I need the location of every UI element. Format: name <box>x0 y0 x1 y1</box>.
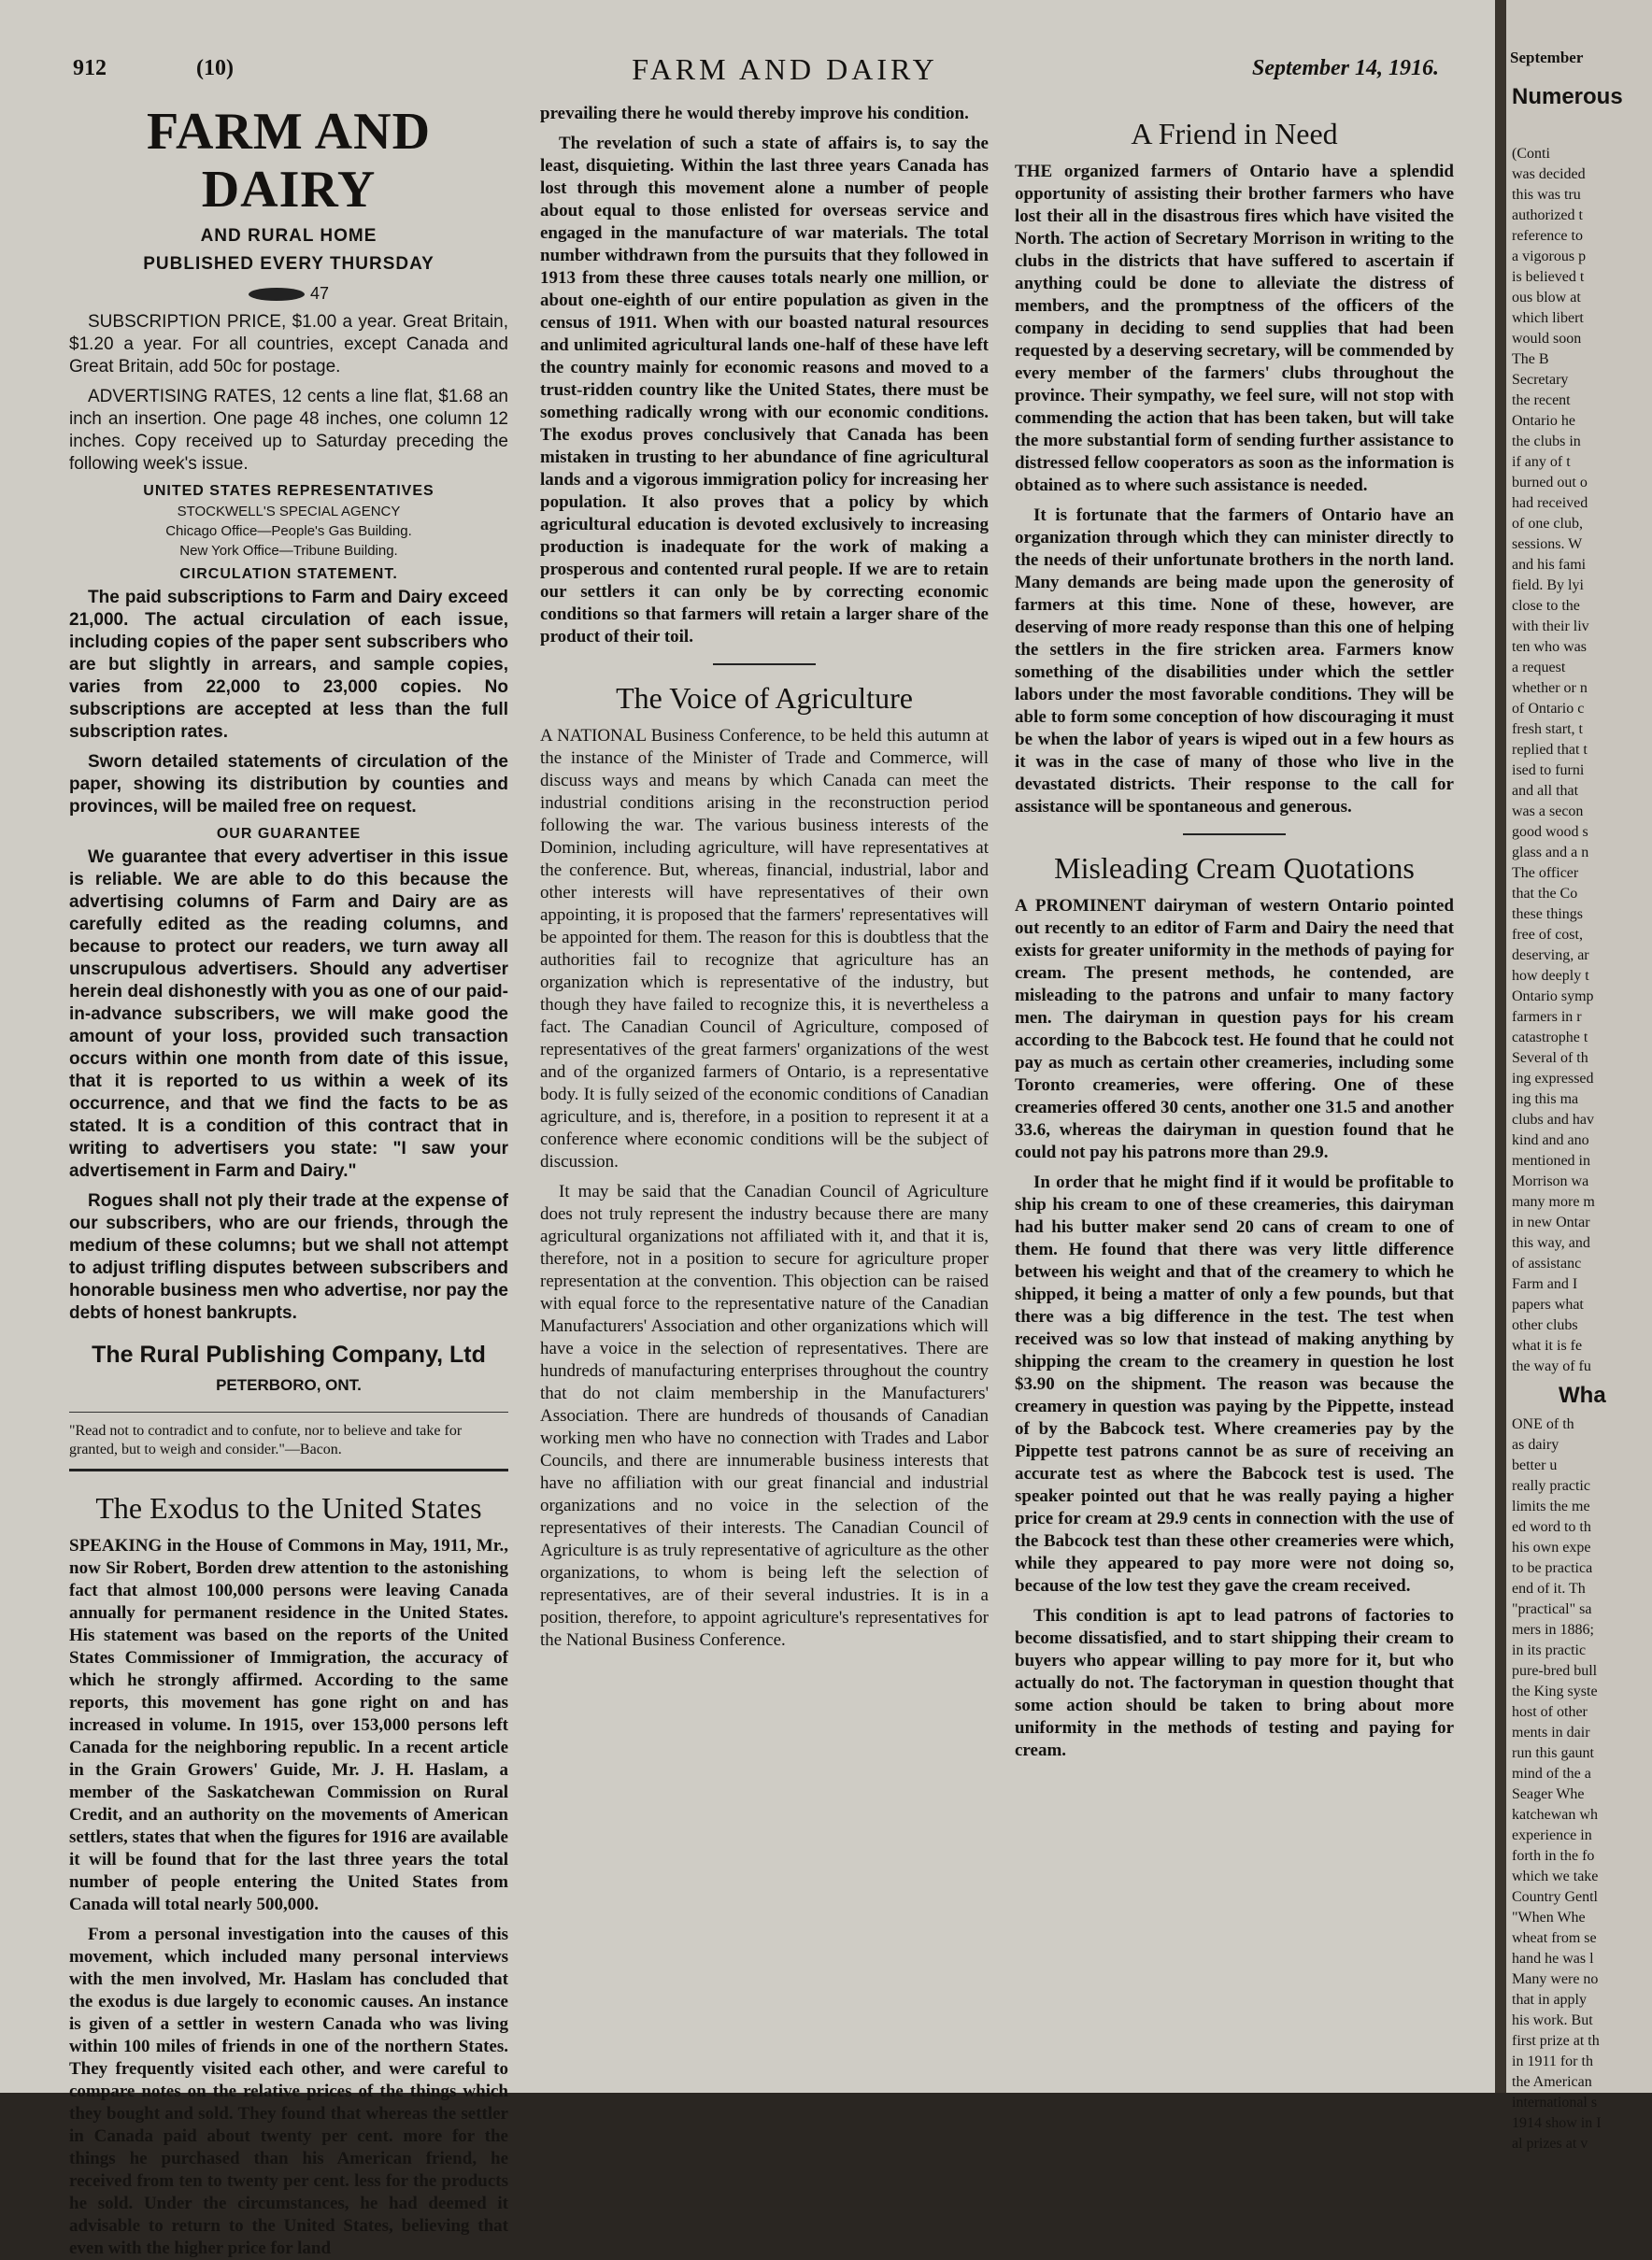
adjacent-text-line: of assistanc <box>1512 1256 1582 1272</box>
exodus-title: The Exodus to the United States <box>95 1491 482 1525</box>
adjacent-text-lines-2 <box>1506 1414 1652 2154</box>
adjacent-page-fragment <box>1506 0 1652 2152</box>
adjacent-text-line: (Conti <box>1512 146 1550 162</box>
adjacent-text-line: ONE of th <box>1512 1416 1574 1432</box>
adjacent-text-line: was a secon <box>1512 803 1584 819</box>
exodus-p4: The revelation of such a state of affairs is, to say the least, disquieting. Within the last three years Canada has lost through this movement alone a number of people about equal to those enlisted for overseas service and engaged in the manufacture of war materials. The total number withdrawn from the pursuits that they followed in 1913 from these three causes totals nearly one million, or about one-eighth of our entire population as given in the census of 1911. When with our boasted natural resources and unlimited agricultural lands one-half of these have left the country mainly for economic reasons and moved to a trust-ridden country like the United States, there must be something radically wrong with our economic conditions. The exodus proves conclusively that Canada has been mistaken in trusting to her abundance of fine agricultural lands and a vigorous immigration policy for increasing her population. It also proves that a policy by which agricultural education is devoted exclusively to increasing production is inadequate for the work of making a prosperous and contented rural people. If we are to retain our settlers it can only be by correcting economic conditions so that farmers will retain a larger share of the product of their toil. <box>540 134 989 647</box>
adjacent-text-line: wheat from se <box>1512 1930 1597 1946</box>
adjacent-text-line: to be practica <box>1512 1560 1593 1576</box>
adjacent-text-line: as dairy <box>1512 1437 1559 1453</box>
rogues-text: Rogues shall not ply their trade at the expense of our subscribers, who are our friends, through the medium of these columns; but we shall not attempt to adjust trifling disputes between subscribers and honorable business men who advertise, nor pay the debts of honest bankrupts. <box>69 1191 508 1323</box>
divider <box>713 663 816 665</box>
adjacent-text-line: The B <box>1512 351 1549 367</box>
exodus-body <box>69 1535 508 2260</box>
adjacent-text-line: is believed t <box>1512 269 1585 285</box>
publisher-city: PETERBORO, ONT. <box>216 1376 362 1394</box>
adjacent-text-line: really practic <box>1512 1478 1590 1494</box>
adjacent-text-line: mers in 1886; <box>1512 1622 1594 1638</box>
adjacent-text-line: sessions. W <box>1512 536 1583 552</box>
adjacent-article-title-2: Wha <box>1559 1383 1606 1408</box>
adjacent-text-line: run this gaunt <box>1512 1745 1594 1761</box>
adjacent-text-line: the King syste <box>1512 1684 1598 1699</box>
adjacent-text-line: al prizes at v <box>1512 2136 1588 2152</box>
adjacent-text-line: 1914 show in I <box>1512 2115 1602 2131</box>
exodus-p2: From a personal investigation into the causes of this movement, which included many personal interviews with the men involved, Mr. Haslam has concluded that the exodus is due largely to economic causes. An instance is given of a settler in western Canada who was living within 100 miles of friends in one of the northern States. They frequently visited each other, and were careful to compare notes on the relative prices of the things which they bought and sold. They found that whereas the settler in Canada paid about twenty per cent. more for the things he purchased than his American friend, he received from ten to twenty per cent. less for the products he sold. Under the circumstances, he had deemed it advisable to return to the United States, believing that even with the higher price for land <box>69 1925 508 2258</box>
cream-p2: In order that he might find if it would be profitable to ship his cream to one of these creameries, this dairyman had his butter maker send 20 cans of cream to one of them. He found that there was very little difference between his weight and that of the creamery to which he shipped, it being a matter of only a few pounds, but that there was a big difference in the test. The test when received was so low that instead of making anything by shipping the cream to the creamery in question he lost $3.90 on the shipment. The reason was because the creamery in question was paying by the Pippette, instead of by the Babcock test. Where creameries pay by the Pippette test patrons cannot be as sure of receiving an accurate test as where the Babcock test is used. The speaker pointed out that he was really paying a higher price for cream at 29.9 cents in connection with the use of the Babcock test than these other creameries were which, while they appeared to pay more were not doing so, because of the low test they gave the cream received. <box>1015 1173 1454 1596</box>
adjacent-text-line: Ontario he <box>1512 413 1575 429</box>
adjacent-text-line: hand he was l <box>1512 1951 1594 1967</box>
adjacent-text-line: end of it. Th <box>1512 1581 1586 1597</box>
adjacent-text-line: that in apply <box>1512 1992 1587 2008</box>
adjacent-text-line: Morrison wa <box>1512 1173 1589 1189</box>
adjacent-text-line: ing this ma <box>1512 1091 1579 1107</box>
adjacent-text-line: was decided <box>1512 166 1586 182</box>
adjacent-text-line: field. By lyi <box>1512 577 1584 593</box>
adjacent-text-line: had received <box>1512 495 1588 511</box>
adjacent-text-line: and all that <box>1512 783 1579 799</box>
adjacent-text-line: authorized t <box>1512 207 1583 223</box>
adjacent-text-line: katchewan wh <box>1512 1807 1598 1823</box>
adjacent-text-line: with their liv <box>1512 618 1589 634</box>
adjacent-text-line: how deeply t <box>1512 968 1589 984</box>
exodus-continued <box>540 103 989 648</box>
publisher-name: The Rural Publishing Company, Ltd <box>92 1342 486 1368</box>
column-3 <box>1015 103 1454 2037</box>
section-number: (10) <box>196 56 234 80</box>
advertising-rates: ADVERTISING RATES, 12 cents a line flat, $1.68 an inch an insertion. One page 48 inches, one column 12 inches. Copy received up to Saturday preceding the following week's issue. <box>69 387 508 474</box>
adjacent-text-line: this was tru <box>1512 187 1581 203</box>
adjacent-text-line: "When Whe <box>1512 1910 1586 1926</box>
issue-number: 47 <box>69 284 508 304</box>
adjacent-text-line: Ontario symp <box>1512 988 1594 1004</box>
adjacent-text-line: pure-bred bull <box>1512 1663 1598 1679</box>
adjacent-text-line: The officer <box>1512 865 1579 881</box>
adjacent-text-line: first prize at th <box>1512 2033 1600 2049</box>
adjacent-text-line: international s <box>1512 2095 1598 2111</box>
adjacent-article-title: Numerous <box>1512 84 1623 109</box>
voice-p1: A NATIONAL Business Conference, to be held this autumn at the instance of the Minister of Trade and Commerce, will discuss ways and means by which Canada can meet the industrial conditions arising in the reconstruction period following the war. The various business interests of the Dominion, including agriculture, will have representatives at the conference. But, whereas, financial, industrial, labor and other interests will have representatives of their own appointing, it is proposed that the farmers' representatives will be appointed for them. The reason for this is doubtless that the authorities fail to recognize that agriculture has an organization which is representative of the industry, but though they have failed to recognize this, it is nevertheless a fact. The Canadian Council of Agriculture, composed of representatives of the great farmers' organizations of the west and of the organized farmers of Ontario, is a representative body. It is fully seized of the economic conditions of Canadian agriculture, and is, therefore, in a position to represent it at a conference where economic conditions will be the subject of discussion. <box>540 726 989 1172</box>
adjacent-text-line: kind and ano <box>1512 1132 1589 1148</box>
adjacent-text-line: if any of t <box>1512 454 1571 470</box>
friend-title: A Friend in Need <box>1131 117 1338 150</box>
adjacent-text-line: deserving, ar <box>1512 947 1589 963</box>
adjacent-text-line: Many were no <box>1512 1971 1599 1987</box>
adjacent-text-line: ous blow at <box>1512 290 1581 306</box>
adjacent-text-line: ed word to th <box>1512 1519 1591 1535</box>
adjacent-text-line: ten who was <box>1512 639 1587 655</box>
adjacent-text-line: ing expressed <box>1512 1071 1594 1087</box>
adjacent-text-line: Several of th <box>1512 1050 1588 1066</box>
adjacent-text-line: would soon <box>1512 331 1582 347</box>
adjacent-text-line: mentioned in <box>1512 1153 1590 1169</box>
adjacent-text-line: ments in dair <box>1512 1725 1590 1741</box>
us-reps-heading: UNITED STATES REPRESENTATIVES <box>143 483 434 499</box>
adjacent-text-lines <box>1506 144 1652 1377</box>
subscription-price: SUBSCRIPTION PRICE, $1.00 a year. Great Britain, $1.20 a year. For all countries, except Canada and Great Britain, add 50c for postage. <box>69 312 508 377</box>
friend-p2: It is fortunate that the farmers of Ontario have an organization through which they can minister directly to the needs of their unfortunate brothers in the north land. Many demands are being made upon the generosity of farmers at this time. None of these, however, are deserving of more ready response than this one of helping the settlers in the fire stricken area. Farmers know something of the disabilities under which the settler labors under the most favorable conditions. They will be able to form some conception of how discouraging it must be when the labor of years is wiped out in a few hours as it was in the case of many of those who live in the devastated districts. Their response to the call for assistance will be spontaneous and generous. <box>1015 505 1454 817</box>
newyork-office: New York Office—Tribune Building. <box>179 543 398 559</box>
adjacent-text-line: the American <box>1512 2074 1592 2090</box>
adjacent-text-line: close to the <box>1512 598 1580 614</box>
ornament-icon <box>249 288 305 301</box>
adjacent-text-line: this way, and <box>1512 1235 1590 1251</box>
friend-p1: THE organized farmers of Ontario have a splendid opportunity of assisting their brother farmers who have lost their all in the disastrous fires which have visited the North. The action of Secretary Morrison in writing to the clubs in the districts that have suffered to ascertain if anything could be done to alleviate the distress of members, and the promptness of the officers of the company in deciding to send supplies that had been requested by a deserving secretary, will be commended by every member of the farmers' clubs throughout the province. Their sympathy, we feel sure, will not stop with commending the action that has been taken, but will take the more substantial form of sending further assistance to distressed fellow cooperators as soon as the information is obtained as to where such assistance is needed. <box>1015 162 1454 495</box>
adjacent-text-line: experience in <box>1512 1827 1592 1843</box>
adjacent-text-line: Seager Whe <box>1512 1786 1585 1802</box>
column-2 <box>540 103 989 2037</box>
adjacent-text-line: clubs and hav <box>1512 1112 1594 1128</box>
adjacent-page-header: September <box>1510 49 1584 66</box>
adjacent-text-line: many more m <box>1512 1194 1595 1210</box>
exodus-p1: SPEAKING in the House of Commons in May, 1911, Mr., now Sir Robert, Borden drew attention to the astonishing fact that almost 100,000 persons were leaving Canada annually for permanent residence in the United States. His statement was based on the reports of the United States Commissioner of Immigration, the accuracy of which he strongly affirmed. According to the same reports, this movement has gone right on and has increased in volume. In 1915, over 153,000 persons left Canada for the neighboring republic. In a recent article in the Grain Growers' Guide, Mr. J. H. Haslam, a member of the Saskatchewan Commission on Rural Credit, and an authority on the movements of American settlers, states that when the figures for 1916 are available it will be found that for the last three years the total number of people entering the United States from Canada will total nearly 500,000. <box>69 1536 508 1914</box>
adjacent-text-line: his work. But <box>1512 2012 1593 2028</box>
masthead-frequency: PUBLISHED EVERY THURSDAY <box>143 254 434 274</box>
exodus-p3: prevailing there he would thereby improve his condition. <box>540 104 969 123</box>
adjacent-text-line: in 1911 for th <box>1512 2054 1593 2069</box>
adjacent-text-line: a request <box>1512 660 1566 675</box>
adjacent-text-line: free of cost, <box>1512 927 1583 943</box>
adjacent-text-line: fresh start, t <box>1512 721 1583 737</box>
friend-body <box>1015 161 1454 818</box>
binding-gutter <box>1495 0 1506 2093</box>
adjacent-text-line: host of other <box>1512 1704 1588 1720</box>
adjacent-text-line: of Ontario c <box>1512 701 1585 717</box>
adjacent-text-line: the recent <box>1512 392 1571 408</box>
masthead-subtitle: AND RURAL HOME <box>200 226 377 246</box>
adjacent-text-line: in new Ontar <box>1512 1215 1590 1230</box>
cream-p1: A PROMINENT dairyman of western Ontario pointed out recently to an editor of Farm and Dairy the need that exists for greater uniformity in the methods of paying for cream. The present methods, he contended, are misleading to the patrons and unfair to many factory men. The dairyman in question pays for his cream according to the Babcock test. He found that he could not pay as much as certain other creameries, including some Toronto creameries, were offering. One of these creameries offered 30 cents, another one 31.5 and another 33.6, whereas the dairyman in question found that he could not pay his patrons more than 29.9. <box>1015 896 1454 1162</box>
adjacent-text-line: which we take <box>1512 1869 1599 1884</box>
adjacent-text-line: Secretary <box>1512 372 1569 388</box>
adjacent-text-line: his own expe <box>1512 1540 1591 1556</box>
adjacent-text-line: what it is fe <box>1512 1338 1583 1354</box>
adjacent-text-line: replied that t <box>1512 742 1588 758</box>
circulation-text: The paid subscriptions to Farm and Dairy exceed 21,000. The actual circulation of each issue, including copies of the paper sent subscribers who are but slightly in arrears, and sample copies, varies from 22,000 to 23,000 copies. No subscriptions are accepted at less than the full subscription rates. <box>69 588 508 742</box>
adjacent-text-line: glass and a n <box>1512 845 1589 860</box>
bacon-quote: "Read not to contradict and to confute, nor to believe and take for granted, but to weigh and consider."—Bacon. <box>69 1412 508 1471</box>
cream-title: Misleading Cream Quotations <box>1054 851 1415 885</box>
guarantee-text: We guarantee that every advertiser in this issue is reliable. We are able to do this because the advertising columns of Farm and Dairy are as carefully edited as the reading columns, and because to protect our readers, we turn away all unscrupulous advertisers. Should any advertiser herein deal dishonestly with you as one of our paid-in-advance subscribers, we will make good the amount of your loss, provided such transaction occurs within one month from date of this issue, that it is reported to us within a week of its occurrence, and that we find the facts to be as stated. It is a condition of this contract that in writing to advertisers you state: "I saw your advertisement in Farm and Dairy." <box>69 847 508 1181</box>
chicago-office: Chicago Office—People's Gas Building. <box>165 523 412 539</box>
adjacent-text-line: and his fami <box>1512 557 1587 573</box>
guarantee-heading: OUR GUARANTEE <box>216 826 362 842</box>
adjacent-text-line: other clubs <box>1512 1317 1578 1333</box>
agency-name: STOCKWELL'S SPECIAL AGENCY <box>177 504 401 519</box>
adjacent-text-line: of one club, <box>1512 516 1583 532</box>
adjacent-text-line: good wood s <box>1512 824 1588 840</box>
running-title: FARM AND DAIRY <box>632 52 938 86</box>
adjacent-text-line: ised to furni <box>1512 762 1585 778</box>
adjacent-text-line: mind of the a <box>1512 1766 1591 1782</box>
voice-p2: It may be said that the Canadian Council of Agriculture does not truly represent the industry because there are many agricultural organizations not affiliated with it, and that it is, therefore, not in a position to secure for agriculture proper representation at the convention. This objection can be raised with equal force to the representative nature of the Canadian Manufacturers' Association and other organizations which will have a voice in the selection of representatives. There are hundreds of manufacturing enterprises throughout the country that do not claim membership in the Manufacturers' Association. There are hundreds of thousands of Canadian working men who have no connection with Trades and Labor Councils, and there are innumerable business interests that have no affiliation with our great financial and industrial organizations and no voice in the selection of the representatives of their interests. The Canadian Council of Agriculture is as truly representative of agriculture as the other organizations, to whom is being left the selection of representatives, are of their several industries. It is in a position, therefore, to appoint agriculture's representatives for the National Business Conference. <box>540 1182 989 1650</box>
adjacent-text-line: the clubs in <box>1512 434 1581 449</box>
adjacent-text-line: farmers in r <box>1512 1009 1582 1025</box>
adjacent-text-line: better u <box>1512 1457 1558 1473</box>
adjacent-text-line: burned out o <box>1512 475 1588 490</box>
adjacent-text-line: Farm and I <box>1512 1276 1578 1292</box>
adjacent-text-line: these things <box>1512 906 1583 922</box>
adjacent-text-line: papers what <box>1512 1297 1584 1313</box>
page-number: 912 <box>73 56 107 80</box>
voice-title: The Voice of Agriculture <box>616 681 913 715</box>
column-1 <box>69 103 508 2258</box>
adjacent-text-line: a vigorous p <box>1512 249 1587 264</box>
masthead <box>69 103 508 304</box>
adjacent-text-line: whether or n <box>1512 680 1588 696</box>
adjacent-text-line: catastrophe t <box>1512 1030 1588 1045</box>
cream-body <box>1015 895 1454 1762</box>
circulation-heading: CIRCULATION STATEMENT. <box>179 566 398 582</box>
adjacent-text-line: forth in the fo <box>1512 1848 1595 1864</box>
adjacent-text-line: Country Gentl <box>1512 1889 1598 1905</box>
adjacent-text-line: that the Co <box>1512 886 1578 902</box>
issue-date: September 14, 1916. <box>1252 56 1439 80</box>
divider <box>1183 833 1286 835</box>
sworn-text: Sworn detailed statements of circulation of the paper, showing its distribution by counties and provinces, will be mailed free on request. <box>69 752 508 817</box>
adjacent-text-line: reference to <box>1512 228 1583 244</box>
adjacent-text-line: the way of fu <box>1512 1358 1591 1374</box>
adjacent-text-line: "practical" sa <box>1512 1601 1592 1617</box>
adjacent-text-line: limits the me <box>1512 1499 1590 1514</box>
adjacent-text-line: which libert <box>1512 310 1584 326</box>
cream-p3: This condition is apt to lead patrons of factories to become dissatisfied, and to start shipping their cream to buyers who appear willing to pay more for it, but who actually do not. The factoryman in question thought that some action should be taken to bring about more uniformity in the methods of testing and paying for cream. <box>1015 1606 1454 1760</box>
masthead-title: FARM AND DAIRY <box>146 103 432 219</box>
adjacent-text-line: in its practic <box>1512 1642 1587 1658</box>
